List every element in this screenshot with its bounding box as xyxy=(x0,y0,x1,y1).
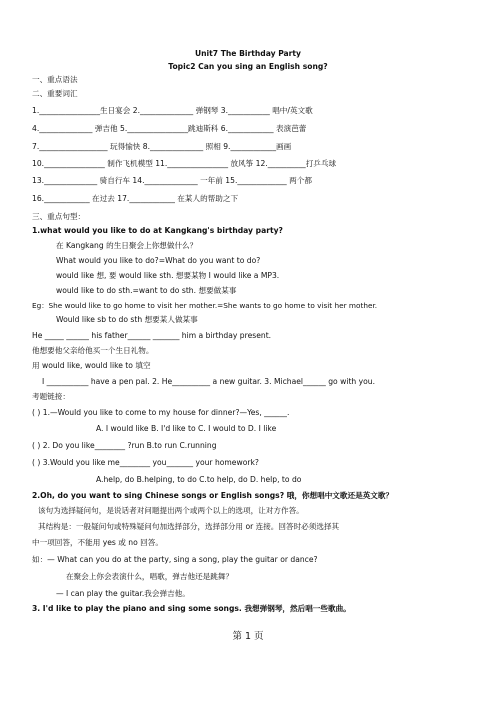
options-line: A. I would like B. I'd like to C. I would to D. I like xyxy=(96,424,277,433)
document-title: Unit7 The Birthday Party xyxy=(194,49,301,58)
example-line: — I can play the guitar.我会弹吉他。 xyxy=(56,589,190,598)
vocab-line: 16.____________ 在过去 17.____________ 在某人的帮助之下 xyxy=(32,194,239,203)
instruction-line: 用 would like, would like to 填空 xyxy=(32,361,151,370)
note-line: Would like sb to do sth 想要某人做某事 xyxy=(56,315,198,324)
question-line: ( ) 1.—Would you like to come to my house for dinner?—Yes, ______. xyxy=(32,408,290,417)
page-number: 第 1 页 xyxy=(232,631,264,642)
document-subtitle: Topic2 Can you sing an English song? xyxy=(168,62,328,71)
example-line: 如：— What can you do at the party, sing a song, play the guitar or dance? xyxy=(32,555,318,564)
question-line: ( ) 3.Would you like me________ you_______ your homework? xyxy=(32,458,259,467)
example-line: Eg：She would like to go home to visit her mother.=She wants to go home to visit her mother. xyxy=(32,301,378,310)
explanation-line: 该句为选择疑问句，是说话者对问题提出两个或两个以上的选项，让对方作答。 xyxy=(38,506,304,515)
sentence-heading: 3. I'd like to play the piano and sing some songs. 我想弹钢琴，然后唱一些歌曲。 xyxy=(32,604,351,613)
vocab-line: 13.______________ 骑自行车 14.______________ 一年前 15._____________ 两个都 xyxy=(32,176,312,185)
exercise-line: He _____ ______ his father______ _______ him a birthday present. xyxy=(32,331,272,340)
sentence-heading: 1.what would you like to do at Kangkang's birthday party? xyxy=(32,226,283,235)
section-heading-grammar: 一、重点语法 xyxy=(32,75,78,84)
vocab-line: 4.______________ 弹吉他 5.________________跳迪斯科 6.____________ 表演芭蕾 xyxy=(32,124,307,133)
vocab-line: 10.________________ 制作飞机模型 11.________________ 放风筝 12.__________打乒乓球 xyxy=(32,159,337,168)
translation-line: 在 Kangkang 的生日聚会上你想做什么？ xyxy=(56,241,198,250)
note-line: would like to do sth.=want to do sth. 想要做某事 xyxy=(56,286,237,295)
explanation-line: 中一项回答，不能用 yes 或 no 回答。 xyxy=(32,538,163,547)
options-line: A.help, do B.helping, to do C.to help, do D. help, to do xyxy=(96,475,302,484)
question-line: ( ) 2. Do you like________ ?run B.to run C.running xyxy=(32,441,217,450)
exercise-line: I ___________ have a pen pal. 2. He__________ a new guitar. 3. Michael______ go with you. xyxy=(42,377,376,386)
sentence-heading: 2.Oh, do you want to sing Chinese songs or English songs? 哦，你想唱中文歌还是英文歌？ xyxy=(32,491,394,500)
section-heading-sentences: 三、重点句型： xyxy=(32,212,86,221)
explanation-line: 其结构是：一般疑问句或特殊疑问句加选择部分，选择部分用 or 连接。回答时必须选择其 xyxy=(38,522,340,531)
exam-link-heading: 考题链接： xyxy=(32,392,70,401)
section-heading-vocabulary: 二、重要词汇 xyxy=(32,89,78,98)
translation-line: 他想要他父亲给他买一个生日礼物。 xyxy=(32,346,154,355)
vocab-line: 1.________________生日宴会 2.______________ 弹钢琴 3.___________ 唱中/英文歌 xyxy=(32,106,313,115)
vocab-line: 7.__________________ 玩得愉快 8.______________ 照相 9.____________画画 xyxy=(32,142,292,151)
example-line: What would you like to do?=What do you want to do? xyxy=(56,256,261,265)
note-line: would like 想, 要 would like sth. 想要某物 I would like a MP3. xyxy=(56,271,280,280)
translation-line: 在聚会上你会表演什么，唱歌，弹吉他还是跳舞？ xyxy=(66,572,234,581)
